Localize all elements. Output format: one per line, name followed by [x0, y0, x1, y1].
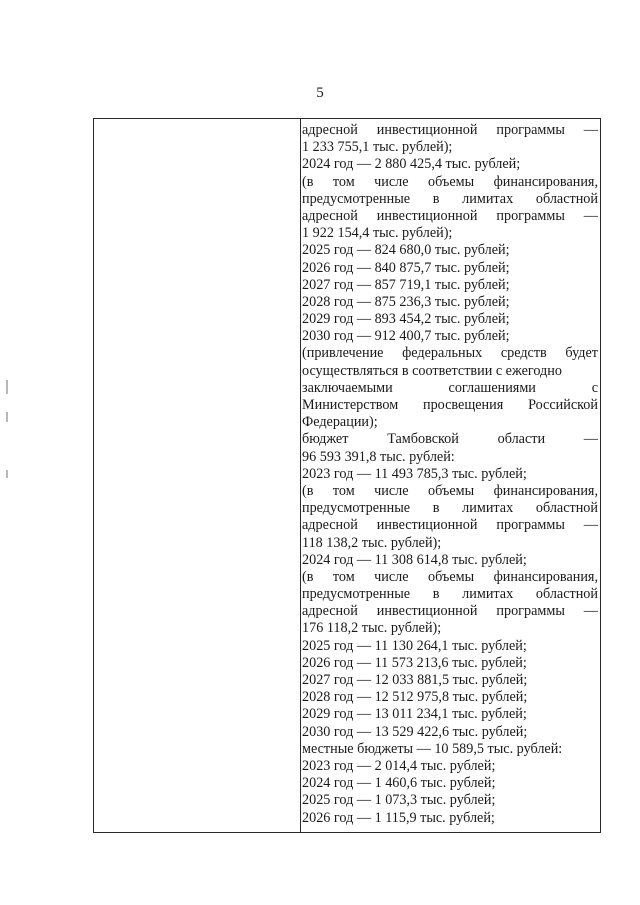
text-line: (в том числе объемы финансирования,	[302, 568, 598, 585]
text-line: 176 118,2 тыс. рублей);	[302, 620, 442, 637]
scan-edge-mark	[6, 470, 8, 478]
text-line: 2030 год — 13 529 422,6 тыс. рублей;	[302, 723, 528, 740]
text-line: (в том числе объемы финансирования,	[302, 173, 598, 190]
text-line: 2025 год — 824 680,0 тыс. рублей;	[302, 242, 510, 259]
text-line: предусмотренные в лимитах областной	[302, 500, 598, 517]
text-line: Министерством просвещения Российской	[302, 397, 598, 413]
text-line: 2025 год — 1 073,3 тыс. рублей;	[302, 792, 496, 809]
text-line: 2024 год — 1 460,6 тыс. рублей;	[302, 775, 496, 792]
text-line: (привлечение федеральных средств будет	[302, 345, 598, 362]
text-line: бюджет Тамбовской области —	[302, 431, 598, 448]
text-line: 2028 год — 875 236,3 тыс. рублей;	[302, 293, 510, 310]
text-line: 2029 год — 893 454,2 тыс. рублей;	[302, 311, 510, 328]
text-line: 2028 год — 12 512 975,8 тыс. рублей;	[302, 689, 528, 706]
text-line: 2027 год — 857 719,1 тыс. рублей;	[302, 276, 510, 293]
text-line: адресной инвестиционной программы —	[302, 122, 598, 138]
text-line: адресной инвестиционной программы —	[302, 207, 598, 224]
text-line: 2026 год — 1 115,9 тыс. рублей;	[302, 809, 495, 826]
text-line: предусмотренные в лимитах областной	[302, 586, 598, 603]
text-line: осуществляться в соответствии с ежегодно	[302, 362, 562, 379]
text-line: 2027 год — 12 033 881,5 тыс. рублей;	[302, 672, 528, 688]
financing-text-cell	[302, 122, 598, 827]
text-line: предусмотренные в лимитах областной	[302, 190, 598, 207]
text-line: 1 922 154,4 тыс. рублей);	[302, 225, 453, 242]
financing-table	[93, 118, 601, 833]
text-line: 2026 год — 840 875,7 тыс. рублей;	[302, 259, 510, 276]
text-line: местные бюджеты — 10 589,5 тыс. рублей:	[302, 740, 563, 757]
text-line: Федерации);	[302, 414, 378, 431]
scan-edge-mark	[6, 380, 8, 394]
text-line: адресной инвестиционной программы —	[302, 517, 598, 534]
text-line: заключаемыми соглашениями с	[302, 379, 598, 396]
text-line: 2029 год — 13 011 234,1 тыс. рублей;	[302, 706, 527, 723]
text-line: 118 138,2 тыс. рублей);	[302, 534, 442, 551]
text-line: 1 233 755,1 тыс. рублей);	[302, 139, 453, 156]
text-line: 2026 год — 11 573 213,6 тыс. рублей;	[302, 654, 527, 671]
text-line: адресной инвестиционной программы —	[302, 603, 598, 620]
text-line: 2030 год — 912 400,7 тыс. рублей;	[302, 328, 510, 345]
text-line: 96 593 391,8 тыс. рублей:	[302, 448, 455, 465]
column-divider	[300, 119, 301, 832]
text-line: 2023 год — 11 493 785,3 тыс. рублей;	[302, 465, 527, 482]
text-line: 2024 год — 2 880 425,4 тыс. рублей;	[302, 156, 521, 173]
text-line: (в том числе объемы финансирования,	[302, 482, 598, 499]
text-line: 2025 год — 11 130 264,1 тыс. рублей;	[302, 637, 527, 654]
scan-edge-mark	[6, 412, 8, 422]
page-number: 5	[316, 85, 324, 101]
text-line: 2023 год — 2 014,4 тыс. рублей;	[302, 757, 496, 774]
text-line: 2024 год — 11 308 614,8 тыс. рублей;	[302, 551, 527, 568]
